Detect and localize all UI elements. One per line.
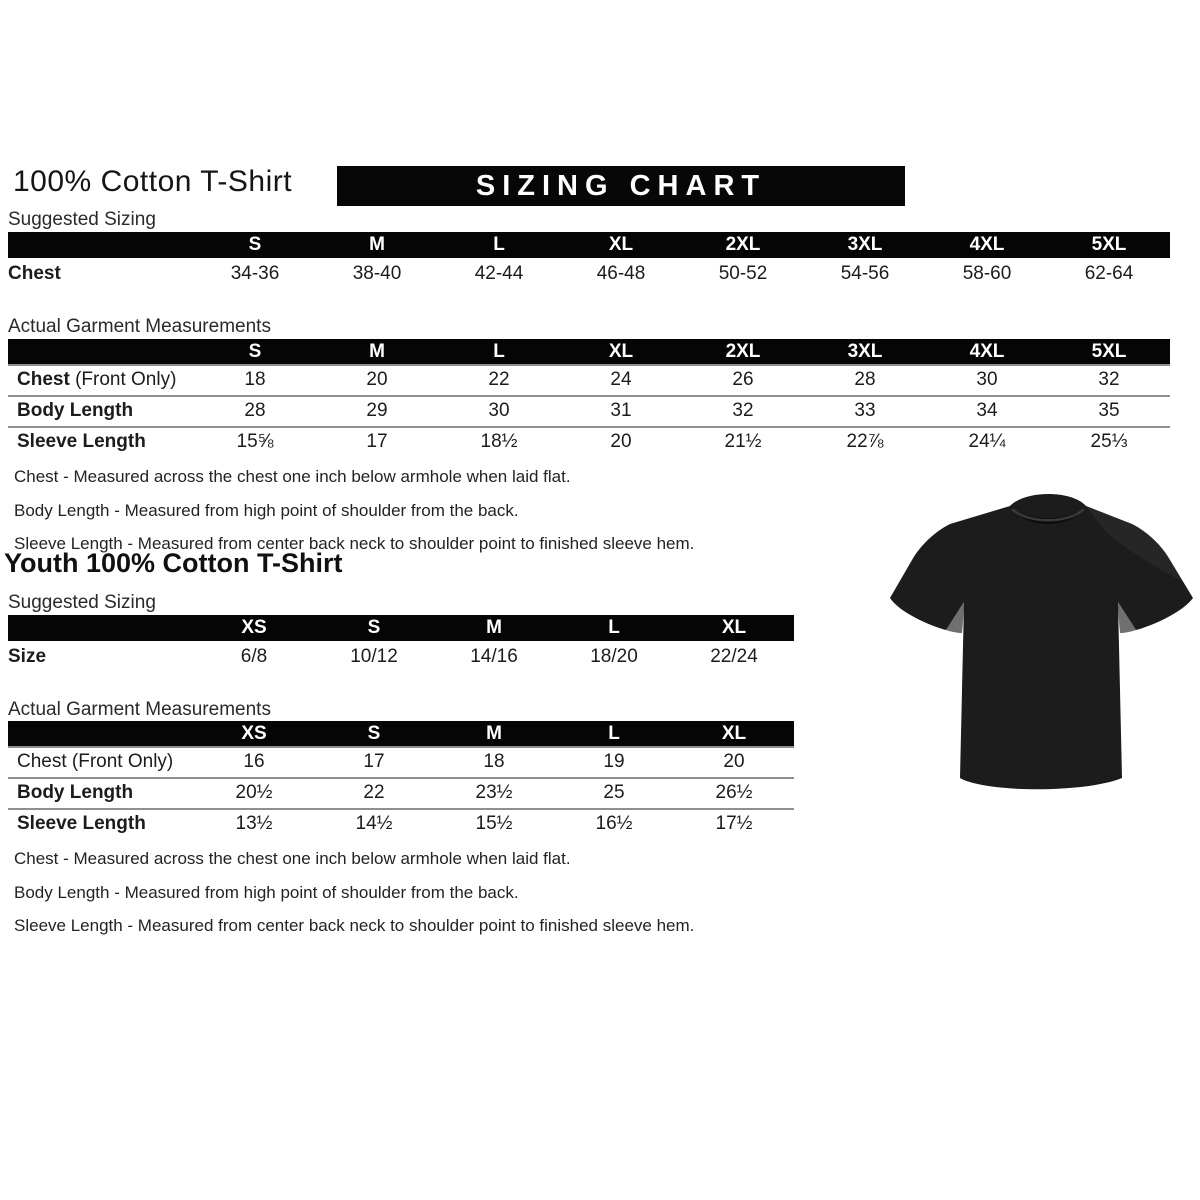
size-cell: 6/8 (240, 646, 268, 667)
measure-cell: 28 (854, 369, 876, 390)
row-label-main: Chest (Front Only) (17, 751, 174, 772)
youth-size-row (8, 641, 794, 674)
column-header: 4XL (926, 232, 1048, 258)
measure-cell: 35 (1098, 400, 1120, 421)
measure-cell: 26½ (715, 782, 753, 803)
size-cell: 42-44 (474, 263, 524, 284)
row-label (8, 365, 194, 396)
row-label (8, 809, 194, 839)
youth-chest-row (8, 747, 794, 778)
column-header: S (194, 339, 316, 365)
row-label-suffix: (Front Only) (69, 369, 177, 390)
row-label: Chest (8, 263, 61, 284)
adult-suggested-sizing-table (8, 232, 1170, 291)
measure-cell: 20 (610, 431, 632, 452)
column-header: 3XL (804, 232, 926, 258)
size-cell: 46-48 (596, 263, 646, 284)
row-label: Size (8, 646, 47, 667)
measure-cell: 16 (243, 751, 265, 772)
size-cell: 18/20 (590, 646, 638, 667)
measure-cell: 33 (854, 400, 876, 421)
adult-body-length-row (8, 396, 1170, 427)
measure-cell: 30 (488, 400, 510, 421)
youth-actual-header-row (8, 721, 794, 747)
measure-cell: 30 (976, 369, 998, 390)
empty-header-cell (8, 721, 194, 747)
adult-suggested-sizing-label: Suggested Sizing (8, 209, 156, 230)
adult-suggested-header-row (8, 232, 1170, 258)
column-header: 2XL (682, 232, 804, 258)
adult-actual-measurements-label: Actual Garment Measurements (8, 316, 271, 337)
column-header: 5XL (1048, 232, 1170, 258)
size-cell: 22/24 (710, 646, 758, 667)
empty-header-cell (8, 615, 194, 641)
column-header: XS (194, 615, 314, 641)
page-title: 100% Cotton T-Shirt (13, 165, 293, 198)
youth-actual-measurements-table (8, 721, 794, 839)
measure-cell: 25 (603, 782, 625, 803)
column-header: 4XL (926, 339, 1048, 365)
measure-cell: 26 (732, 369, 754, 390)
column-header: 5XL (1048, 339, 1170, 365)
measure-cell: 24¼ (968, 431, 1006, 452)
column-header: XL (560, 232, 682, 258)
adult-sleeve-length-row (8, 427, 1170, 457)
column-header: L (438, 339, 560, 365)
measure-cell: 34 (976, 400, 998, 421)
row-label (8, 396, 194, 427)
measure-cell: 21½ (724, 431, 762, 452)
size-cell: 14/16 (470, 646, 518, 667)
column-header: M (434, 721, 554, 747)
measure-cell: 20 (723, 751, 745, 772)
row-label-main: Sleeve Length (17, 431, 146, 452)
adult-measurement-notes (14, 460, 694, 561)
column-header: L (554, 721, 674, 747)
note-line: Sleeve Length - Measured from center back neck to shoulder point to finished sleeve hem. (14, 916, 695, 935)
column-header: M (316, 232, 438, 258)
measure-cell: 32 (732, 400, 754, 421)
row-label (8, 747, 194, 778)
measure-cell: 13½ (235, 813, 273, 834)
note-line: Chest - Measured across the chest one inch below armhole when laid flat. (14, 467, 571, 486)
column-header: 2XL (682, 339, 804, 365)
size-cell: 38-40 (352, 263, 402, 284)
measure-cell: 25⅓ (1090, 431, 1128, 452)
size-cell: 58-60 (962, 263, 1012, 284)
measure-cell: 18 (483, 751, 505, 772)
measure-cell: 23½ (475, 782, 513, 803)
column-header: XL (674, 721, 794, 747)
measure-cell: 16½ (595, 813, 633, 834)
column-header: S (194, 232, 316, 258)
youth-suggested-sizing-table (8, 615, 794, 674)
column-header: XL (560, 339, 682, 365)
column-header: M (434, 615, 554, 641)
adult-chest-range-row (8, 258, 1170, 291)
sizing-chart-banner-text: SIZING CHART (475, 169, 767, 202)
size-cell: 50-52 (718, 263, 768, 284)
note-line: Body Length - Measured from high point of shoulder from the back. (14, 500, 519, 520)
size-cell: 34-36 (230, 263, 280, 284)
measure-cell: 17 (363, 751, 385, 772)
size-cell: 62-64 (1084, 263, 1134, 284)
adult-actual-header-row (8, 339, 1170, 365)
empty-header-cell (8, 232, 194, 258)
measure-cell: 32 (1098, 369, 1120, 390)
measure-cell: 18 (244, 369, 266, 390)
column-header: S (314, 615, 434, 641)
youth-suggested-header-row (8, 615, 794, 641)
sizing-chart-banner (337, 166, 905, 206)
measure-cell: 22 (488, 369, 510, 390)
measure-cell: 17½ (715, 813, 753, 834)
youth-section-title: Youth 100% Cotton T-Shirt (4, 548, 343, 578)
youth-suggested-sizing-label: Suggested Sizing (8, 592, 156, 613)
column-header: L (554, 615, 674, 641)
empty-header-cell (8, 339, 194, 365)
measure-cell: 29 (366, 400, 388, 421)
youth-actual-measurements-label: Actual Garment Measurements (8, 699, 271, 720)
column-header: 3XL (804, 339, 926, 365)
column-header: M (316, 339, 438, 365)
black-tshirt-image (890, 478, 1200, 808)
measure-cell: 18½ (480, 431, 518, 452)
adult-actual-measurements-table (8, 339, 1170, 457)
measure-cell: 22⅞ (846, 431, 884, 452)
measure-cell: 20½ (235, 782, 273, 803)
row-label-main: Body Length (17, 400, 134, 421)
measure-cell: 24 (610, 369, 632, 390)
row-label-main: Body Length (17, 782, 134, 803)
measure-cell: 20 (366, 369, 388, 390)
column-header: XL (674, 615, 794, 641)
note-line: Chest - Measured across the chest one inch below armhole when laid flat. (14, 849, 571, 868)
size-cell: 10/12 (350, 646, 398, 667)
youth-measurement-notes (14, 842, 694, 943)
measure-cell: 15⅝ (236, 431, 274, 452)
row-label-main: Sleeve Length (17, 813, 146, 834)
row-label-main: Chest (17, 369, 70, 390)
adult-chest-row (8, 365, 1170, 396)
youth-sleeve-length-row (8, 809, 794, 839)
note-line: Body Length - Measured from high point of shoulder from the back. (14, 882, 519, 902)
size-cell: 54-56 (840, 263, 890, 284)
column-header: S (314, 721, 434, 747)
note-line: Sleeve Length - Measured from center back neck to shoulder point to finished sleeve hem. (14, 534, 695, 553)
row-label (8, 778, 194, 809)
measure-cell: 14½ (355, 813, 393, 834)
column-header: L (438, 232, 560, 258)
youth-body-length-row (8, 778, 794, 809)
measure-cell: 15½ (475, 813, 513, 834)
measure-cell: 19 (603, 751, 625, 772)
measure-cell: 17 (366, 431, 388, 452)
column-header: XS (194, 721, 314, 747)
measure-cell: 28 (244, 400, 266, 421)
measure-cell: 22 (363, 782, 385, 803)
row-label (8, 427, 194, 457)
measure-cell: 31 (610, 400, 632, 421)
